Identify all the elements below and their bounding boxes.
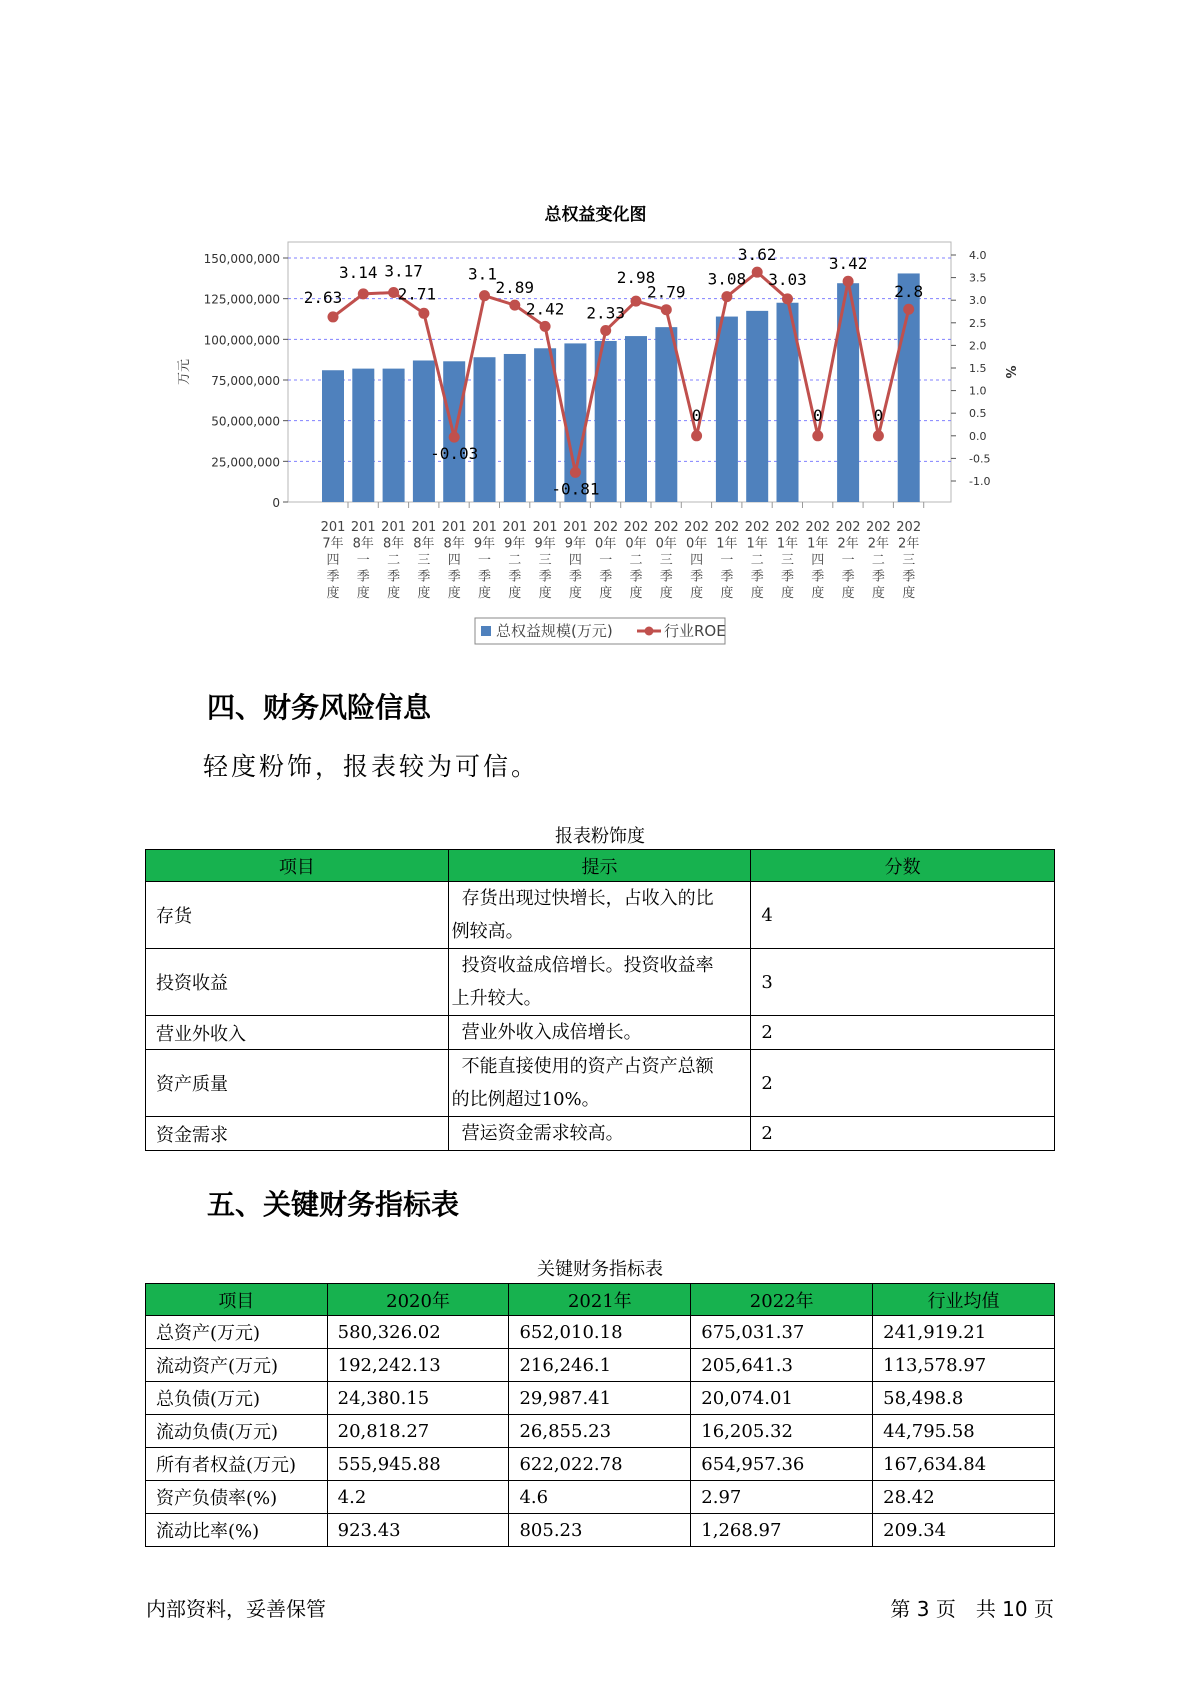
x-tick-label: 度 [659, 586, 673, 601]
x-tick-label: 季 [690, 569, 704, 585]
row-item: 流动资产(万元) [146, 1349, 328, 1382]
roe-data-label: 2.63 [303, 287, 343, 307]
row-value: 28.42 [873, 1481, 1055, 1514]
x-tick-label: 度 [902, 586, 916, 601]
right-tick-label: 2.0 [969, 339, 987, 353]
row-value: 675,031.37 [691, 1316, 873, 1349]
col-header-score: 分数 [751, 850, 1055, 882]
row-value: 241,919.21 [873, 1316, 1055, 1349]
roe-data-label: 2.89 [495, 278, 535, 298]
x-tick-label: 2年 [867, 536, 890, 552]
col-header-2022: 2022年 [691, 1284, 873, 1316]
right-tick-label: -1.0 [969, 475, 991, 488]
bar [716, 317, 738, 502]
x-tick-label: 202 [775, 520, 800, 535]
roe-data-label: 3.08 [707, 269, 747, 289]
roe-data-label: 2.71 [397, 284, 437, 304]
x-tick-label: 度 [811, 586, 825, 601]
roe-point [721, 291, 732, 302]
row-value: 209.34 [873, 1514, 1055, 1547]
x-tick-label: 9年 [534, 536, 556, 552]
col-header-item: 项目 [146, 1284, 328, 1316]
roe-point [843, 276, 854, 287]
legend-line-label: 行业ROE [664, 622, 726, 640]
row-score: 4 [751, 882, 1055, 949]
x-tick-label: 度 [477, 586, 492, 601]
bar [474, 357, 496, 502]
row-tip: 营运资金需求较高。 [448, 1117, 751, 1151]
x-tick-label: 度 [690, 586, 704, 601]
table-row [146, 1349, 1055, 1382]
right-tick-label: -0.5 [969, 452, 991, 466]
x-tick-label: 季 [387, 569, 401, 585]
x-tick-label: 季 [538, 569, 552, 585]
row-value: 20,818.27 [327, 1415, 509, 1448]
x-tick-label: 季 [417, 569, 431, 585]
roe-point [479, 290, 490, 301]
x-tick-label: 7年 [322, 536, 344, 552]
x-tick-label: 201 [472, 520, 497, 535]
roe-point [782, 293, 793, 304]
roe-point [509, 300, 520, 311]
row-score: 2 [751, 1016, 1055, 1050]
roe-data-label: 3.62 [737, 245, 777, 265]
row-value: 4.6 [509, 1481, 691, 1514]
roe-data-label: 0 [812, 405, 823, 425]
x-tick-label: 202 [623, 520, 649, 535]
bar [413, 360, 435, 502]
col-header-item: 项目 [146, 850, 449, 882]
x-tick-label: 度 [538, 586, 552, 601]
x-tick-label: 度 [720, 586, 734, 601]
key-metrics-table-caption: 关键财务指标表 [537, 1259, 663, 1280]
x-tick-label: 0年 [625, 536, 647, 552]
x-tick-label: 季 [508, 569, 522, 585]
roe-data-label: -0.81 [551, 479, 600, 499]
bar [746, 311, 768, 502]
legend-line-marker [645, 627, 654, 636]
right-tick-label: 1.5 [969, 362, 987, 375]
x-tick-label: 季 [871, 569, 885, 585]
row-item: 资金需求 [146, 1117, 449, 1151]
x-tick-label: 201 [502, 520, 528, 535]
x-tick-label: 四 [690, 553, 704, 568]
row-value: 654,957.36 [691, 1448, 873, 1481]
x-tick-label: 1年 [716, 536, 738, 552]
section4-heading: 四、财务风险信息 [207, 691, 432, 724]
risk-summary-text: 轻度粉饰，报表较为可信。 [203, 752, 540, 781]
row-value: 24,380.15 [327, 1382, 509, 1415]
x-tick-label: 0年 [685, 536, 708, 552]
row-value: 216,246.1 [509, 1349, 691, 1382]
x-tick-label: 202 [714, 520, 740, 535]
roe-data-label: 3.17 [384, 261, 423, 281]
x-tick-label: 度 [599, 586, 613, 601]
x-tick-label: 1年 [807, 536, 829, 552]
roe-point [873, 430, 884, 441]
row-tip: 投资收益成倍增长。投资收益率 上升较大。 [448, 949, 751, 1016]
x-tick-label: 202 [744, 520, 770, 535]
left-tick-label: 100,000,000 [203, 333, 280, 348]
x-tick-label: 202 [865, 520, 891, 535]
row-value: 44,795.58 [873, 1415, 1055, 1448]
x-tick-label: 9年 [564, 536, 587, 552]
roe-point [812, 430, 823, 441]
x-tick-label: 度 [841, 586, 855, 601]
x-tick-label: 201 [441, 520, 467, 535]
col-header-industry-avg: 行业均值 [873, 1284, 1055, 1316]
x-tick-label: 四 [811, 553, 825, 568]
bar [322, 370, 344, 502]
right-tick-label: 2.5 [969, 316, 987, 330]
x-tick-label: 度 [356, 586, 370, 601]
equity-chart [0, 0, 1191, 660]
roe-data-label: 3.03 [768, 269, 807, 289]
table-row [146, 1016, 1055, 1050]
bar [625, 336, 647, 502]
row-item: 所有者权益(万元) [146, 1448, 328, 1481]
x-tick-label: 201 [562, 520, 588, 535]
row-value: 1,268.97 [691, 1514, 873, 1547]
left-tick-label: 50,000,000 [211, 414, 280, 429]
row-value: 20,074.01 [691, 1382, 873, 1415]
key-metrics-table [145, 1283, 1055, 1547]
x-tick-label: 度 [780, 586, 795, 601]
roe-point [540, 321, 551, 332]
x-tick-label: 四 [568, 553, 582, 568]
x-tick-label: 季 [659, 569, 673, 585]
x-tick-label: 202 [593, 520, 619, 535]
row-value: 205,641.3 [691, 1349, 873, 1382]
table-row [146, 1415, 1055, 1448]
table-row [146, 949, 1055, 1016]
x-tick-label: 度 [508, 586, 522, 601]
x-tick-label: 1年 [776, 536, 799, 552]
x-tick-label: 202 [835, 520, 861, 535]
row-score: 2 [751, 1050, 1055, 1117]
x-tick-label: 季 [356, 569, 370, 585]
x-tick-label: 2年 [837, 536, 859, 552]
x-tick-label: 1年 [746, 536, 768, 552]
x-tick-label: 季 [811, 569, 825, 585]
row-value: 4.2 [327, 1481, 509, 1514]
page-number: 第 3 页 共 10 页 [890, 1597, 1054, 1621]
x-tick-label: 季 [902, 569, 916, 585]
row-value: 622,022.78 [509, 1448, 691, 1481]
x-tick-label: 201 [532, 520, 558, 535]
left-tick-label: 25,000,000 [211, 455, 280, 470]
x-tick-label: 度 [871, 586, 885, 601]
row-value: 555,945.88 [327, 1448, 509, 1481]
roe-data-label: 0 [691, 405, 702, 425]
table-row [146, 1050, 1055, 1117]
roe-point [418, 308, 429, 319]
roe-point [661, 304, 672, 315]
bar [655, 327, 677, 502]
chart-title: 总权益变化图 [544, 205, 647, 225]
x-tick-label: 8年 [443, 536, 465, 552]
x-tick-label: 8年 [382, 536, 405, 552]
roe-point [328, 311, 339, 322]
col-header-2021: 2021年 [509, 1284, 691, 1316]
right-axis-title: % [1002, 365, 1017, 379]
row-value: 652,010.18 [509, 1316, 691, 1349]
left-tick-label: 75,000,000 [211, 374, 280, 388]
left-tick-label: 150,000,000 [203, 252, 280, 266]
roe-data-label: 3.42 [828, 254, 868, 274]
bar [564, 343, 586, 502]
row-value: 113,578.97 [873, 1349, 1055, 1382]
x-tick-label: 度 [387, 586, 401, 601]
row-tip: 不能直接使用的资产占资产总额 的比例超过10%。 [448, 1050, 751, 1117]
x-tick-label: 202 [805, 520, 831, 535]
row-value: 923.43 [327, 1514, 509, 1547]
table-row [146, 1448, 1055, 1481]
row-item: 资产质量 [146, 1050, 449, 1117]
x-tick-label: 二 [871, 553, 885, 568]
row-value: 805.23 [509, 1514, 691, 1547]
roe-point [631, 296, 642, 307]
row-value: 16,205.32 [691, 1415, 873, 1448]
roe-data-label: 2.33 [586, 303, 625, 323]
x-tick-label: 三 [780, 553, 795, 568]
x-tick-label: 度 [568, 586, 582, 601]
table-row [146, 1481, 1055, 1514]
right-tick-label: 0.5 [969, 407, 987, 421]
x-tick-label: 201 [411, 520, 437, 535]
x-tick-label: 二 [750, 553, 764, 568]
row-value: 2.97 [691, 1481, 873, 1514]
legend-bar-label: 总权益规模(万元) [496, 622, 613, 640]
x-tick-label: 度 [447, 586, 461, 601]
roe-point [691, 430, 702, 441]
x-tick-label: 季 [629, 569, 643, 585]
left-tick-label: 125,000,000 [203, 292, 280, 307]
x-tick-label: 三 [417, 553, 431, 568]
x-tick-label: 三 [659, 553, 673, 568]
x-tick-label: 季 [720, 569, 734, 585]
right-tick-label: 0.0 [969, 429, 987, 443]
x-tick-label: 9年 [473, 536, 496, 552]
section5-heading: 五、关键财务指标表 [207, 1188, 460, 1221]
roe-data-label: 2.79 [647, 282, 686, 302]
x-tick-label: 二 [508, 553, 522, 568]
x-tick-label: 0年 [595, 536, 617, 552]
row-item: 总资产(万元) [146, 1316, 328, 1349]
table-row [146, 1382, 1055, 1415]
bar [504, 354, 526, 502]
x-tick-label: 202 [684, 520, 710, 535]
x-tick-label: 202 [896, 520, 922, 535]
x-tick-label: 季 [841, 569, 855, 585]
x-tick-label: 季 [477, 569, 492, 585]
table-row [146, 1514, 1055, 1547]
x-tick-label: 度 [629, 586, 643, 601]
x-tick-label: 度 [750, 586, 764, 601]
x-tick-label: 一 [477, 553, 492, 568]
x-tick-label: 季 [447, 569, 461, 585]
x-tick-label: 四 [326, 553, 340, 568]
roe-data-label: 0 [873, 405, 884, 425]
table-row [146, 882, 1055, 949]
x-tick-label: 8年 [413, 536, 435, 552]
row-score: 2 [751, 1117, 1055, 1151]
row-tip: 存货出现过快增长，占收入的比 例较高。 [448, 882, 751, 949]
x-tick-label: 201 [320, 520, 346, 535]
whitewash-table-caption: 报表粉饰度 [555, 826, 645, 847]
roe-point [600, 325, 611, 336]
row-value: 58,498.8 [873, 1382, 1055, 1415]
x-tick-label: 201 [350, 520, 376, 535]
row-value: 26,855.23 [509, 1415, 691, 1448]
roe-point [752, 267, 763, 278]
roe-data-label: 2.98 [616, 268, 656, 288]
roe-point [903, 304, 914, 315]
row-item: 存货 [146, 882, 449, 949]
roe-data-label: 2.42 [525, 299, 565, 319]
row-item: 流动比率(%) [146, 1514, 328, 1547]
table-row [146, 1117, 1055, 1151]
roe-point [570, 467, 581, 478]
row-value: 192,242.13 [327, 1349, 509, 1382]
x-tick-label: 2年 [898, 536, 920, 552]
x-tick-label: 一 [841, 553, 855, 568]
x-tick-label: 一 [720, 553, 734, 568]
x-tick-label: 度 [326, 586, 340, 601]
x-tick-label: 度 [417, 586, 431, 601]
legend-bar-swatch [481, 626, 491, 636]
x-tick-label: 季 [599, 569, 613, 585]
whitewash-table [145, 849, 1055, 1151]
row-value: 29,987.41 [509, 1382, 691, 1415]
col-header-tip: 提示 [448, 850, 751, 882]
footer-note: 内部资料，妥善保管 [146, 1597, 326, 1621]
roe-data-label: 3.1 [468, 264, 497, 284]
row-item: 流动负债(万元) [146, 1415, 328, 1448]
row-value: 580,326.02 [327, 1316, 509, 1349]
x-tick-label: 8年 [352, 536, 374, 552]
x-tick-label: 9年 [504, 536, 526, 552]
right-tick-label: 4.0 [969, 249, 987, 262]
right-tick-label: 3.5 [969, 271, 987, 285]
roe-point [358, 288, 369, 299]
table-row [146, 1316, 1055, 1349]
col-header-2020: 2020年 [327, 1284, 509, 1316]
bar [352, 369, 374, 502]
left-tick-label: 0 [272, 496, 280, 510]
x-tick-label: 季 [326, 569, 340, 585]
roe-point [449, 432, 460, 443]
roe-data-label: -0.03 [430, 444, 479, 464]
x-tick-label: 二 [629, 553, 643, 568]
x-tick-label: 三 [902, 553, 916, 568]
row-score: 3 [751, 949, 1055, 1016]
left-axis-title: 万元 [177, 358, 192, 386]
x-tick-label: 202 [653, 520, 679, 535]
x-tick-label: 二 [387, 553, 401, 568]
x-tick-label: 季 [780, 569, 795, 585]
roe-data-label: 2.8 [894, 282, 924, 302]
x-tick-label: 季 [750, 569, 764, 585]
x-tick-label: 0年 [655, 536, 677, 552]
roe-data-label: 3.14 [339, 262, 378, 282]
row-value: 167,634.84 [873, 1448, 1055, 1481]
row-tip: 营业外收入成倍增长。 [448, 1016, 751, 1050]
bar [383, 369, 405, 502]
x-tick-label: 201 [381, 520, 407, 535]
row-item: 总负债(万元) [146, 1382, 328, 1415]
row-item: 投资收益 [146, 949, 449, 1016]
x-tick-label: 三 [538, 553, 552, 568]
right-tick-label: 1.0 [969, 384, 987, 398]
row-item: 营业外收入 [146, 1016, 449, 1050]
x-tick-label: 季 [568, 569, 582, 585]
x-tick-label: 四 [447, 553, 461, 568]
right-tick-label: 3.0 [969, 294, 987, 308]
row-item: 资产负债率(%) [146, 1481, 328, 1514]
x-tick-label: 一 [356, 553, 370, 568]
x-tick-label: 一 [599, 553, 613, 568]
